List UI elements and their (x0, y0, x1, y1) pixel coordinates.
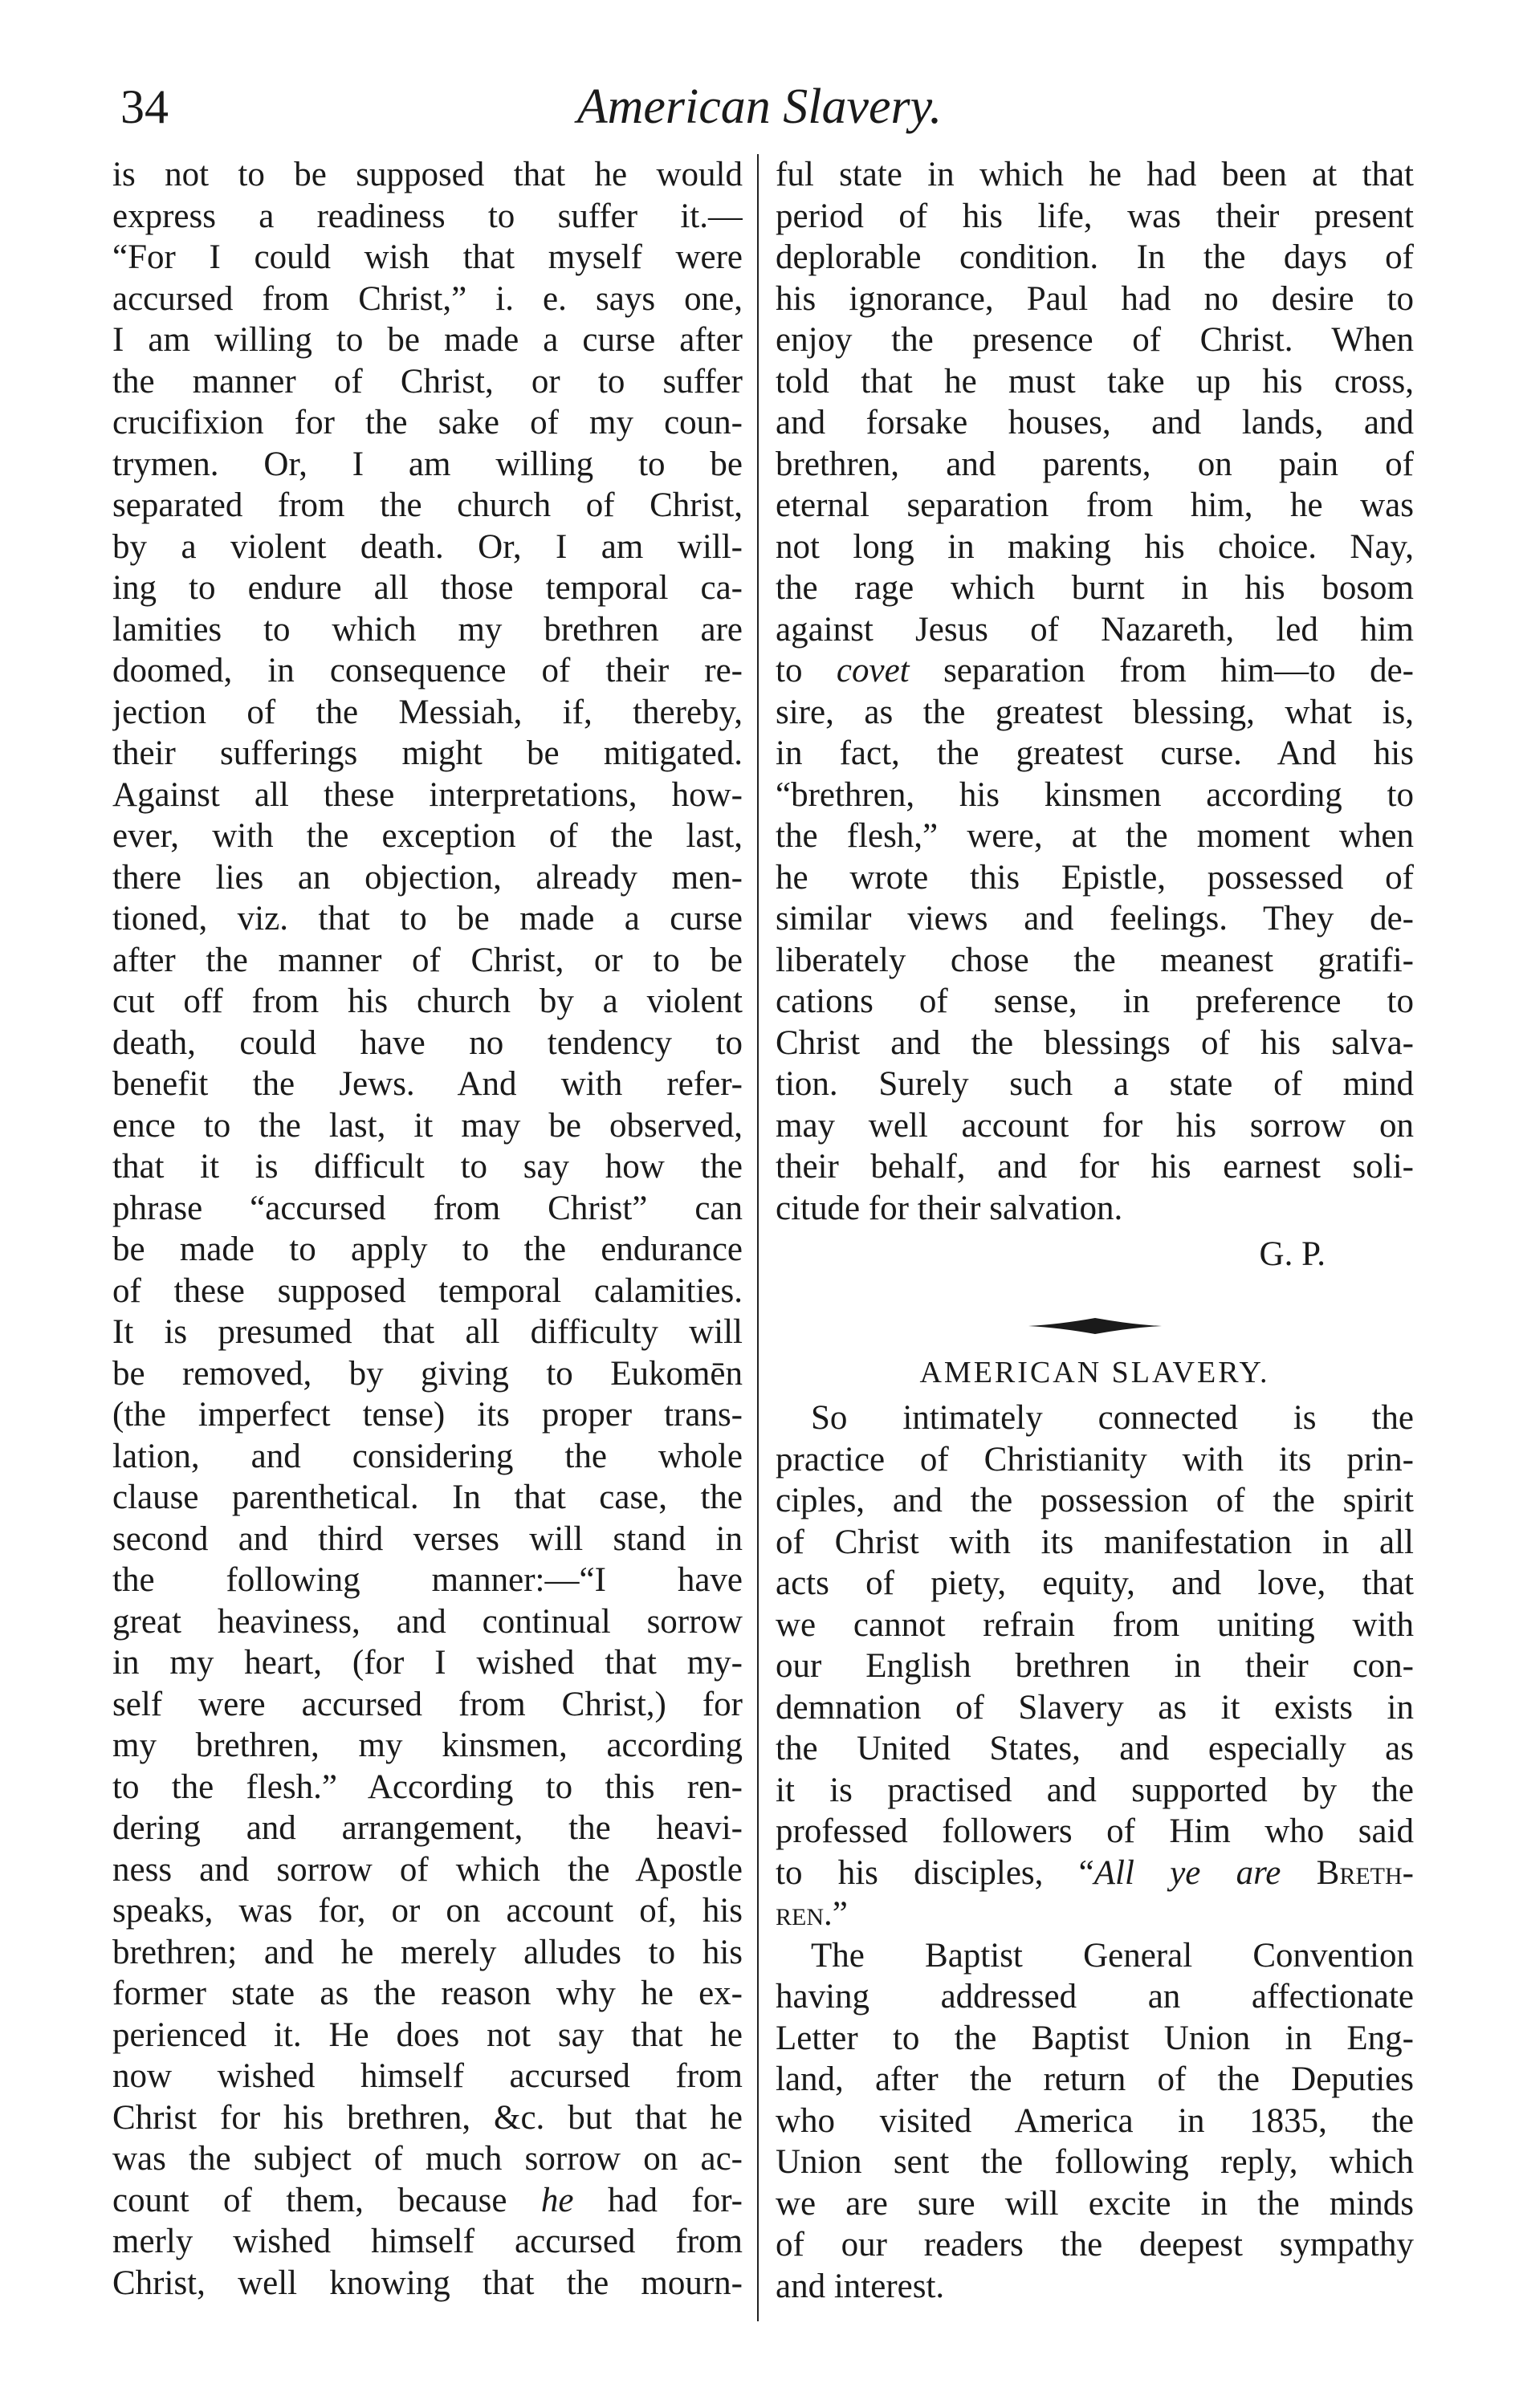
text-line: in my heart, (for I wished that my- (112, 1644, 743, 1682)
text-line: brethren; and he merely alludes to his (112, 1933, 743, 1971)
text-line: phrase “accursed from Christ” can (112, 1189, 743, 1227)
text-line: Christ, well knowing that the mourn- (112, 2264, 743, 2302)
text-line: benefit the Jews. And with refer- (112, 1065, 743, 1103)
text-line: ful state in which he had been at that (776, 156, 1414, 193)
text-line: deplorable condition. In the days of (776, 238, 1414, 276)
text-line: great heaviness, and continual sorrow (112, 1602, 743, 1641)
text-line: that it is difficult to say how the (112, 1148, 743, 1186)
text-line: death, could have no tendency to (112, 1023, 743, 1062)
text-line: now wished himself accursed from (112, 2057, 743, 2095)
text-line: land, after the return of the Deputies (776, 2060, 1414, 2098)
text-line: lamities to which my brethren are (112, 610, 743, 649)
text-line: Against all these interpretations, how- (112, 775, 743, 814)
text-line: after the manner of Christ, or to be (112, 941, 743, 979)
text-line: it is practised and supported by the (776, 1771, 1414, 1809)
text-line: express a readiness to suffer it.— (112, 197, 743, 235)
text-line: (the imperfect tense) its proper trans- (112, 1396, 743, 1434)
text-line: tioned, viz. that to be made a curse (112, 900, 743, 938)
text-line: brethren, and parents, on pain of (776, 445, 1414, 483)
text-segment: to (776, 652, 837, 689)
emphasis-text: he (540, 2181, 574, 2219)
text-line: demnation of Slavery as it exists in (776, 1688, 1414, 1727)
text-line: my brethren, my kinsmen, according (112, 1727, 743, 1764)
text-segment: separation from him—to de- (909, 652, 1414, 689)
text-line (776, 1853, 1414, 1894)
text-line: tion. Surely such a state of mind (776, 1065, 1414, 1103)
text-line: clause parenthetical. In that case, the (112, 1479, 743, 1516)
text-line: practice of Christianity with its prin- (776, 1440, 1414, 1479)
text-line: and interest. (776, 2267, 945, 2305)
text-line: jection of the Messiah, if, thereby, (112, 693, 743, 731)
text-line: Christ for his brethren, &c. but that he (112, 2098, 743, 2137)
text-line: not long in making his choice. Nay, (776, 527, 1414, 566)
text-segment: had for- (573, 2181, 743, 2219)
text-line: ever, with the exception of the last, (112, 817, 743, 855)
text-line: speaks, was for, or on account of, his (112, 1892, 743, 1930)
text-line: by a violent death. Or, I am will- (112, 527, 743, 566)
small-caps-text: Breth- (1281, 1853, 1414, 1892)
text-line: separated from the church of Christ, (112, 486, 743, 524)
emphasis-text: All ye are (1093, 1853, 1281, 1892)
text-line: ciples, and the possession of the spirit (776, 1482, 1414, 1519)
text-segment: count of them, because (112, 2181, 541, 2219)
text-line: crucifixion for the sake of my coun- (112, 404, 743, 441)
text-line: the rage which burnt in his bosom (776, 569, 1414, 607)
running-head (0, 63, 1519, 151)
text-line: was the subject of much sorrow on ac- (112, 2140, 743, 2178)
text-line: sire, as the greatest blessing, what is, (776, 693, 1414, 731)
running-title: American Slavery. (576, 79, 943, 134)
text-line: So intimately connected is the (811, 1399, 1414, 1437)
text-line: ing to endure all those temporal ca- (112, 569, 743, 607)
text-line: professed followers of Him who said (776, 1812, 1414, 1850)
text-line (112, 2180, 743, 2222)
text-line: trymen. Or, I am willing to be (112, 445, 743, 483)
text-line: the manner of Christ, or to suffer (112, 362, 743, 401)
text-line: period of his life, was their present (776, 197, 1414, 235)
text-line: acts of piety, equity, and love, that (776, 1564, 1414, 1602)
emphasis-text: covet (836, 652, 910, 689)
text-line: of these supposed temporal calamities. (112, 1271, 743, 1310)
text-line: Christ and the blessings of his salva- (776, 1023, 1414, 1062)
text-line: “For I could wish that myself were (112, 238, 743, 276)
text-line: the following manner:—“I have (112, 1561, 743, 1599)
text-line: Union sent the following reply, which (776, 2143, 1414, 2181)
text-line: be made to apply to the endurance (112, 1230, 743, 1268)
text-line: merly wished himself accursed from (112, 2223, 743, 2260)
signature: G. P. (1259, 1235, 1326, 1273)
text-line: our English brethren in their con- (776, 1647, 1414, 1685)
text-line: enjoy the presence of Christ. When (776, 321, 1414, 359)
text-line: I am willing to be made a curse after (112, 321, 743, 359)
text-line: be removed, by giving to Eukomēn (112, 1354, 743, 1393)
text-line: of our readers the deepest sympathy (776, 2226, 1414, 2264)
left-column (112, 154, 743, 2304)
right-column (776, 154, 1414, 2307)
text-line: his ignorance, Paul had no desire to (776, 279, 1414, 318)
text-line (776, 650, 1414, 692)
text-line: and forsake houses, and lands, and (776, 404, 1414, 441)
page-number: 34 (120, 80, 169, 133)
text-line: cations of sense, in preference to (776, 982, 1414, 1020)
text-line: their behalf, and for his earnest soli- (776, 1148, 1414, 1186)
text-line: ence to the last, it may be observed, (112, 1106, 743, 1145)
text-line: the flesh,” were, at the moment when (776, 817, 1414, 855)
text-line: is not to be supposed that he would (112, 156, 743, 193)
text-line: having addressed an affectionate (776, 1978, 1414, 2015)
text-line: their sufferings might be mitigated. (112, 734, 743, 772)
text-line: The Baptist General Convention (811, 1936, 1414, 1975)
text-line: Letter to the Baptist Union in Eng- (776, 2019, 1414, 2057)
text-line: against Jesus of Nazareth, led him (776, 610, 1414, 649)
text-line: he wrote this Epistle, possessed of (776, 858, 1414, 897)
text-line: ren.” (776, 1895, 848, 1933)
text-line: It is presumed that all difficulty will (112, 1313, 743, 1351)
text-line: ness and sorrow of which the Apostle (112, 1850, 743, 1889)
text-line: there lies an objection, already men- (112, 858, 743, 897)
text-line: self were accursed from Christ,) for (112, 1685, 743, 1723)
text-line: lation, and considering the whole (112, 1437, 743, 1475)
text-line: in fact, the greatest curse. And his (776, 734, 1414, 772)
text-line: dering and arrangement, the heavi- (112, 1809, 743, 1847)
text-line: to the flesh.” According to this ren- (112, 1767, 743, 1806)
section-title: AMERICAN SLAVERY. (919, 1356, 1270, 1389)
text-line: similar views and feelings. They de- (776, 900, 1414, 938)
column-rule (757, 154, 759, 2321)
text-line: we cannot refrain from uniting with (776, 1605, 1414, 1644)
text-line: accursed from Christ,” i. e. says one, (112, 279, 743, 318)
text-line: told that he must take up his cross, (776, 362, 1414, 401)
text-line: eternal separation from him, he was (776, 486, 1414, 524)
text-line: doomed, in consequence of their re- (112, 652, 743, 689)
ornament-divider-icon (1027, 1312, 1163, 1340)
text-line: who visited America in 1835, the (776, 2101, 1414, 2140)
text-line: of Christ with its manifestation in all (776, 1523, 1414, 1561)
text-line: may well account for his sorrow on (776, 1106, 1414, 1145)
text-line: cut off from his church by a violent (112, 982, 743, 1020)
text-line: we are sure will excite in the minds (776, 2184, 1414, 2223)
text-line: former state as the reason why he ex- (112, 1975, 743, 2012)
text-line: liberately chose the meanest gratifi- (776, 941, 1414, 979)
text-line: the United States, and especially as (776, 1730, 1414, 1767)
text-segment: to his disciples, “ (776, 1853, 1094, 1892)
text-line: perienced it. He does not say that he (112, 2015, 743, 2054)
text-line: “brethren, his kinsmen according to (776, 775, 1414, 814)
text-line: citude for their salvation. (776, 1189, 1123, 1227)
text-line: second and third verses will stand in (112, 1519, 743, 1558)
